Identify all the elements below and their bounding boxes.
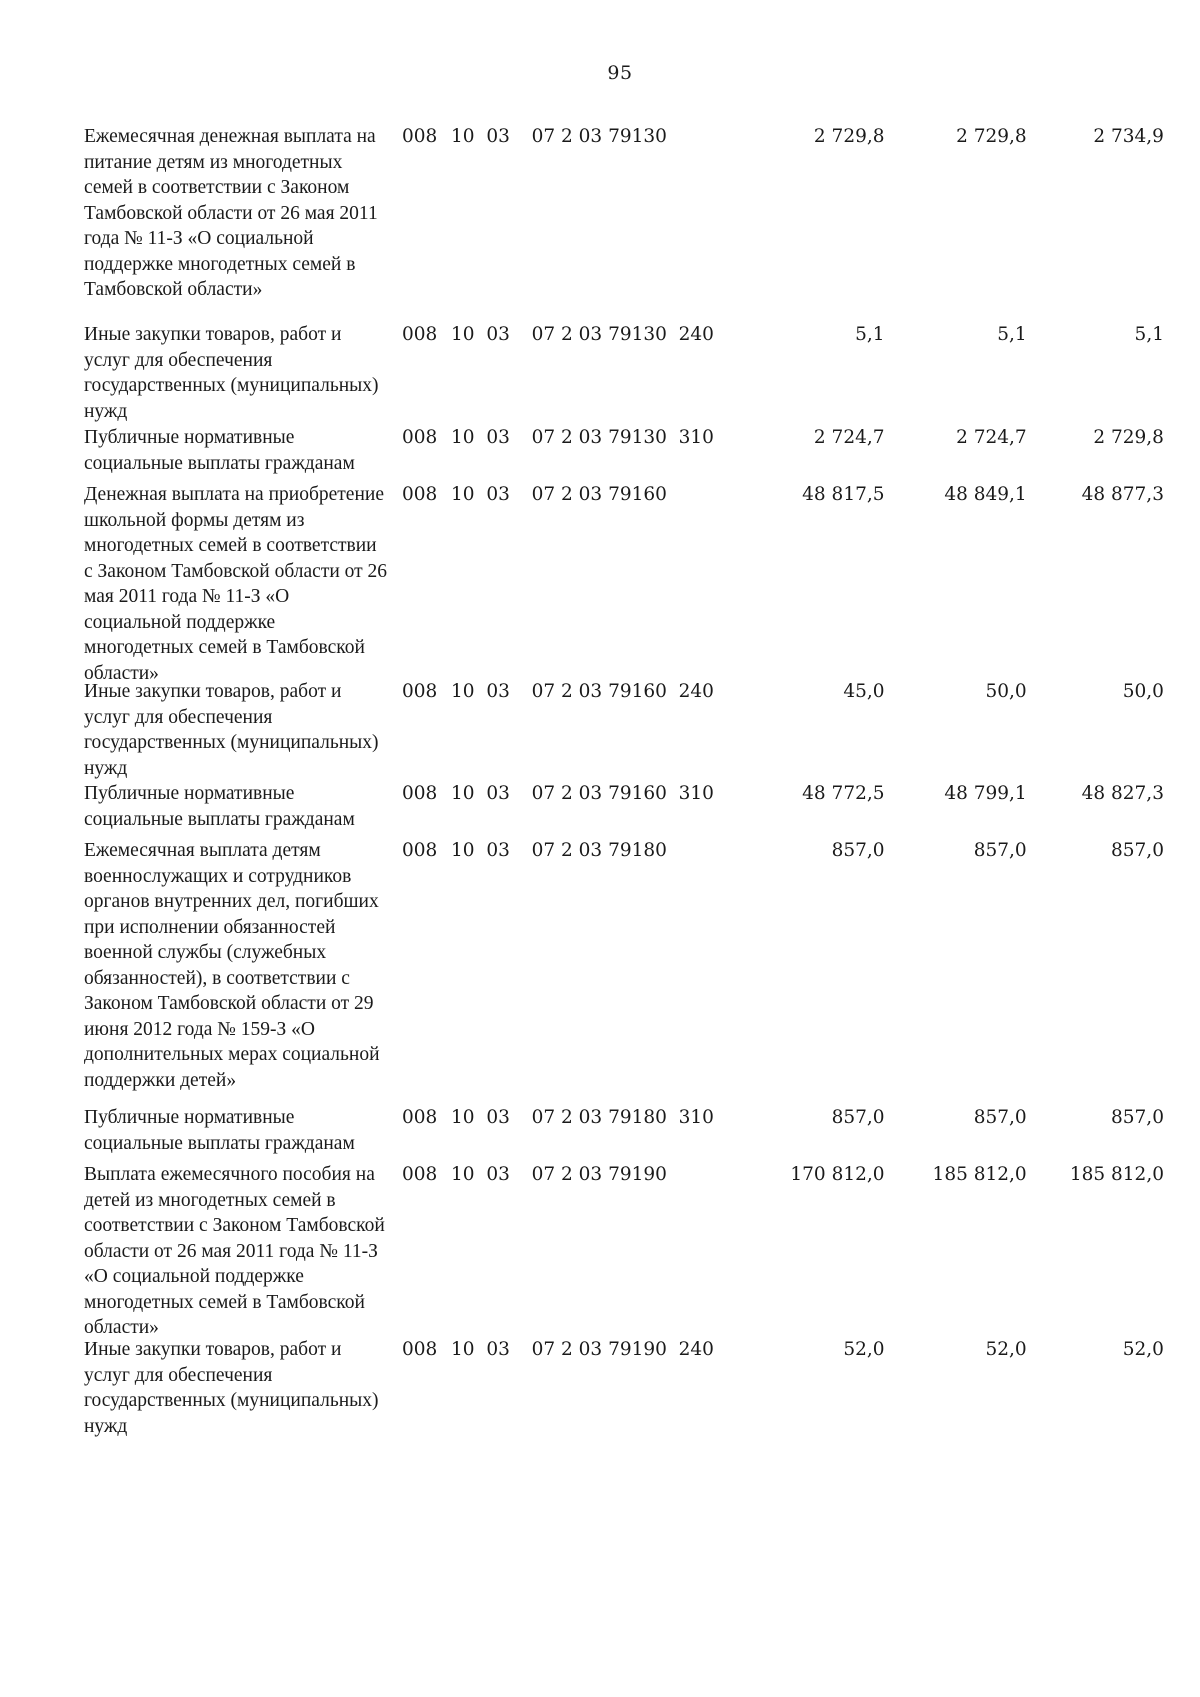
sum-year-1: 48 772,5 <box>802 783 885 804</box>
ministry-code: 008 <box>401 484 438 505</box>
subsection-code: 03 <box>486 1164 510 1185</box>
section-code: 10 <box>450 1107 475 1128</box>
section-code: 10 <box>450 324 475 345</box>
row-description: Публичные нормативные социальные выплаты гражданам <box>84 783 355 830</box>
table-row <box>84 1162 1164 1337</box>
sum-year-3: 48 827,3 <box>1081 783 1164 804</box>
subsection-code: 03 <box>486 427 510 448</box>
budget-table <box>84 124 1164 1437</box>
table-row <box>84 322 1164 425</box>
section-code: 10 <box>450 1339 475 1360</box>
expense-type-code: 240 <box>678 681 714 702</box>
target-article-code: 07 2 03 79160 <box>531 783 667 804</box>
sum-year-3: 857,0 <box>1111 840 1164 861</box>
sum-year-3: 48 877,3 <box>1081 484 1164 505</box>
section-code: 10 <box>450 1164 475 1185</box>
section-code: 10 <box>450 126 475 147</box>
target-article-code: 07 2 03 79180 <box>531 840 667 861</box>
expense-type-code: 240 <box>678 324 714 345</box>
section-code: 10 <box>450 783 475 804</box>
subsection-code: 03 <box>486 126 510 147</box>
target-article-code: 07 2 03 79130 <box>531 427 667 448</box>
row-description: Иные закупки товаров, работ и услуг для обеспечения государственных (муниципальных) нужд <box>84 1339 379 1437</box>
page-number: 95 <box>607 62 633 84</box>
expense-type-code: 310 <box>678 1107 714 1128</box>
sum-year-3: 2 734,9 <box>1093 126 1164 147</box>
ministry-code: 008 <box>401 427 438 448</box>
target-article-code: 07 2 03 79130 <box>531 126 667 147</box>
row-description: Ежемесячная выплата детям военнослужащих и сотрудников органов внутренних дел, погибших при исполнении обязанностей военной службы (служебных обязанностей), в соответствии с Законом Тамбовской области от 29 июня 2012 года № 159-З «О дополнительных мерах социальной поддержки детей» <box>84 840 380 1091</box>
sum-year-1: 170 812,0 <box>790 1164 885 1185</box>
subsection-code: 03 <box>486 1107 510 1128</box>
table-row <box>84 1105 1164 1162</box>
row-description: Выплата ежемесячного пособия на детей из многодетных семей в соответствии с Законом Тамбовской области от 26 мая 2011 года № 11-З «О социальной поддержке многодетных семей в Тамбовской области» <box>84 1164 385 1338</box>
row-description: Денежная выплата на приобретение школьной формы детям из многодетных семей в соответствии с Законом Тамбовской области от 26 мая 2011 года № 11-З «О социальной поддержке многодетных семей в Тамбовской области» <box>84 484 388 684</box>
ministry-code: 008 <box>401 783 438 804</box>
sum-year-3: 50,0 <box>1122 681 1164 702</box>
ministry-code: 008 <box>401 126 438 147</box>
target-article-code: 07 2 03 79190 <box>531 1339 667 1360</box>
sum-year-1: 52,0 <box>843 1339 885 1360</box>
section-code: 10 <box>450 427 475 448</box>
sum-year-1: 5,1 <box>855 324 885 345</box>
section-code: 10 <box>450 840 475 861</box>
subsection-code: 03 <box>486 840 510 861</box>
sum-year-2: 857,0 <box>973 840 1027 861</box>
sum-year-1: 2 729,8 <box>813 126 885 147</box>
table-row <box>84 482 1164 684</box>
sum-year-2: 857,0 <box>973 1107 1027 1128</box>
sum-year-3: 2 729,8 <box>1093 427 1164 448</box>
row-description: Иные закупки товаров, работ и услуг для обеспечения государственных (муниципальных) нужд <box>84 324 379 422</box>
subsection-code: 03 <box>486 783 510 804</box>
subsection-code: 03 <box>486 324 510 345</box>
sum-year-2: 50,0 <box>985 681 1027 702</box>
sum-year-2: 48 849,1 <box>944 484 1027 505</box>
sum-year-2: 52,0 <box>985 1339 1027 1360</box>
ministry-code: 008 <box>401 1164 438 1185</box>
row-description: Публичные нормативные социальные выплаты гражданам <box>84 1107 355 1154</box>
target-article-code: 07 2 03 79160 <box>531 681 667 702</box>
ministry-code: 008 <box>401 681 438 702</box>
table-row <box>84 1337 1164 1437</box>
sum-year-3: 857,0 <box>1111 1107 1164 1128</box>
sum-year-3: 185 812,0 <box>1069 1164 1164 1185</box>
ministry-code: 008 <box>401 324 438 345</box>
target-article-code: 07 2 03 79180 <box>531 1107 667 1128</box>
target-article-code: 07 2 03 79160 <box>531 484 667 505</box>
ministry-code: 008 <box>401 1107 438 1128</box>
ministry-code: 008 <box>401 1339 438 1360</box>
sum-year-2: 48 799,1 <box>944 783 1027 804</box>
table-row <box>84 679 1164 781</box>
target-article-code: 07 2 03 79130 <box>531 324 667 345</box>
expense-type-code: 240 <box>678 1339 714 1360</box>
table-row <box>84 124 1164 322</box>
subsection-code: 03 <box>486 484 510 505</box>
expense-type-code: 310 <box>678 783 714 804</box>
subsection-code: 03 <box>486 1339 510 1360</box>
table-row <box>84 425 1164 482</box>
row-description: Публичные нормативные социальные выплаты гражданам <box>84 427 355 474</box>
sum-year-3: 5,1 <box>1134 324 1164 345</box>
section-code: 10 <box>450 681 475 702</box>
table-row <box>84 838 1164 1105</box>
sum-year-1: 45,0 <box>843 681 885 702</box>
sum-year-1: 48 817,5 <box>802 484 885 505</box>
sum-year-1: 857,0 <box>831 1107 885 1128</box>
sum-year-3: 52,0 <box>1122 1339 1164 1360</box>
ministry-code: 008 <box>401 840 438 861</box>
section-code: 10 <box>450 484 475 505</box>
sum-year-2: 2 724,7 <box>956 427 1027 448</box>
target-article-code: 07 2 03 79190 <box>531 1164 667 1185</box>
sum-year-2: 185 812,0 <box>932 1164 1027 1185</box>
sum-year-1: 2 724,7 <box>813 427 885 448</box>
table-row <box>84 781 1164 838</box>
sum-year-2: 5,1 <box>997 324 1027 345</box>
subsection-code: 03 <box>486 681 510 702</box>
row-description: Иные закупки товаров, работ и услуг для обеспечения государственных (муниципальных) нужд <box>84 681 379 779</box>
sum-year-2: 2 729,8 <box>956 126 1027 147</box>
expense-type-code: 310 <box>678 427 714 448</box>
row-description: Ежемесячная денежная выплата на питание детям из многодетных семей в соответствии с Законом Тамбовской области от 26 мая 2011 года № 11-З «О социальной поддержке многодетных семей в Тамбовской области» <box>84 126 378 300</box>
sum-year-1: 857,0 <box>831 840 885 861</box>
